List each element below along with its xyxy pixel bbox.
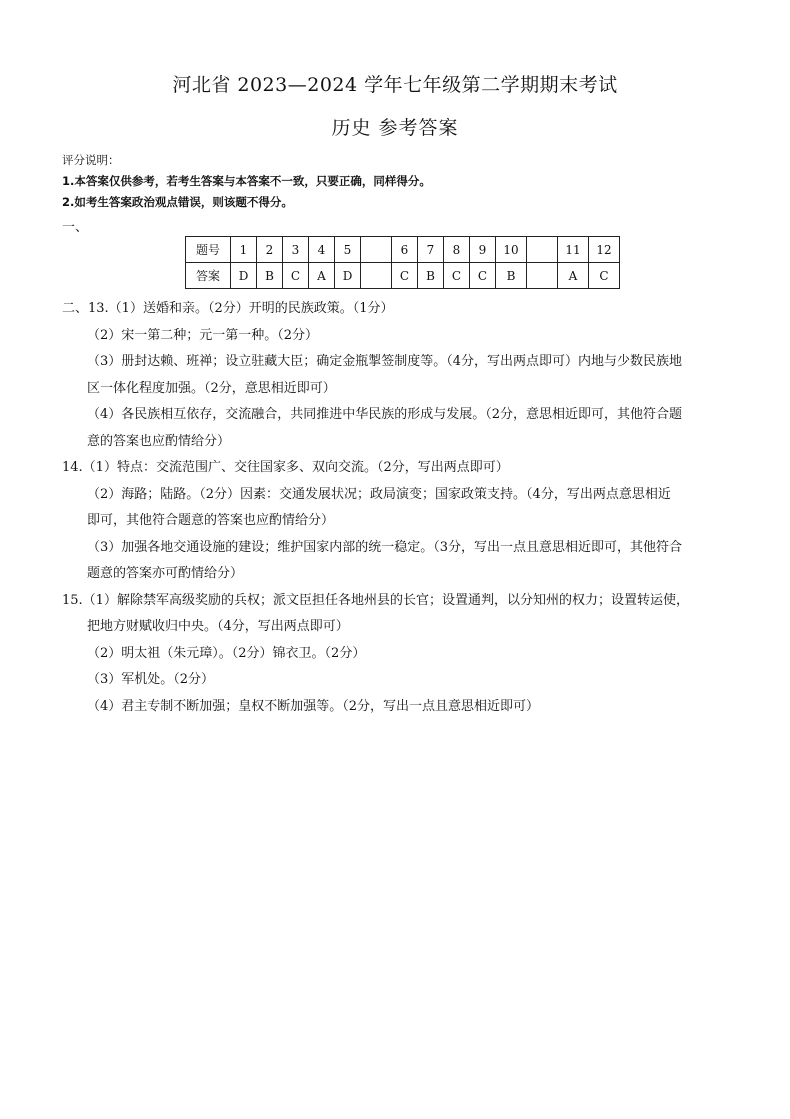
- scoring-notes: [62, 150, 431, 213]
- question-number: 2: [257, 237, 283, 263]
- answer-line: （3）加强各地交通设施的建设；维护国家内部的统一稳定。（3分，写出一点且意思相近即可，其他符合: [87, 539, 683, 555]
- section-two-answers: [62, 296, 742, 720]
- row-header-number: 题号: [186, 237, 231, 263]
- answer-line: 14.（1）特点：交流范围广、交往国家多、双向交流。（2分，写出两点即可）: [62, 460, 509, 475]
- question-number: 4: [309, 237, 335, 263]
- answer-line: （2）海路；陆路。（2分）因素：交通发展状况；政局演变；国家政策支持。（4分，写出两点意思相近: [87, 486, 671, 502]
- answer-line: 即可，其他符合题意的答案也应酌情给分）: [87, 513, 335, 528]
- question-number: 8: [444, 237, 470, 263]
- answer-table: [185, 236, 620, 289]
- answer-line: （3）册封达赖、班禅；设立驻藏大臣；确定金瓶掣签制度等。（4分，写出两点即可）内地与少数民族地: [87, 354, 683, 369]
- empty-cell: [361, 237, 392, 263]
- question-number: 6: [392, 237, 418, 263]
- answer-line: 把地方财赋收归中央。（4分，写出两点即可）: [87, 619, 349, 634]
- answer-cell: C: [589, 263, 620, 289]
- answer-cell: C: [444, 263, 470, 289]
- answer-line: （4）君主专制不断加强；皇权不断加强等。（2分，写出一点且意思相近即可）: [87, 698, 540, 714]
- answer-cell: C: [392, 263, 418, 289]
- question-number: 5: [335, 237, 361, 263]
- question-number: 12: [589, 237, 620, 263]
- answer-cell: B: [496, 263, 527, 289]
- question-number: 11: [558, 237, 589, 263]
- row-header-answer: 答案: [186, 263, 231, 289]
- empty-cell: [361, 263, 392, 289]
- answer-line: （2）宋一第二种；元一第一种。（2分）: [87, 327, 319, 343]
- notes-item-1: 1.本答案仅供参考，若考生答案与本答案不一致，只要正确，同样得分。: [62, 174, 431, 188]
- answer-cell: C: [470, 263, 496, 289]
- answer-cell: A: [558, 263, 589, 289]
- answer-line: （2）明太祖（朱元璋）。（2分）锦衣卫。（2分）: [87, 645, 366, 661]
- page-subtitle: 历史 参考答案: [331, 117, 459, 139]
- answer-line: 意的答案也应酌情给分）: [87, 433, 231, 449]
- answer-line: （3）军机处。（2分）: [87, 672, 215, 687]
- answer-line: 题意的答案亦可酌情给分）: [87, 566, 244, 581]
- answer-line: 二、13.（1）送婚和亲。（2分）开明的民族政策。（1分）: [62, 301, 394, 316]
- notes-heading: 评分说明：: [62, 153, 120, 167]
- answer-line: （4）各民族相互依存，交流融合，共同推进中华民族的形成与发展。（2分，意思相近即可，其他符合题: [87, 407, 683, 422]
- notes-item-2: 2.如考生答案政治观点错误，则该题不得分。: [62, 195, 293, 209]
- answer-cell: A: [309, 263, 335, 289]
- question-number: 3: [283, 237, 309, 263]
- question-number: 10: [496, 237, 527, 263]
- table-row: [186, 237, 620, 263]
- empty-cell: [527, 263, 558, 289]
- answer-cell: D: [335, 263, 361, 289]
- answer-cell: B: [257, 263, 283, 289]
- answer-cell: C: [283, 263, 309, 289]
- empty-cell: [527, 237, 558, 263]
- question-number: 7: [418, 237, 444, 263]
- answer-line: 区一体化程度加强。（2分，意思相近即可）: [87, 380, 336, 396]
- table-row: [186, 263, 620, 289]
- answer-line: 15.（1）解除禁军高级奖励的兵权；派文臣担任各地州县的长官；设置通判，以分知州的权力；设置转运使，: [62, 592, 689, 608]
- section-one-label: 一、: [62, 220, 89, 235]
- answer-cell: B: [418, 263, 444, 289]
- page-title: 河北省 2023—2024 学年七年级第二学期期末考试: [172, 74, 618, 96]
- question-number: 9: [470, 237, 496, 263]
- answer-cell: D: [231, 263, 257, 289]
- question-number: 1: [231, 237, 257, 263]
